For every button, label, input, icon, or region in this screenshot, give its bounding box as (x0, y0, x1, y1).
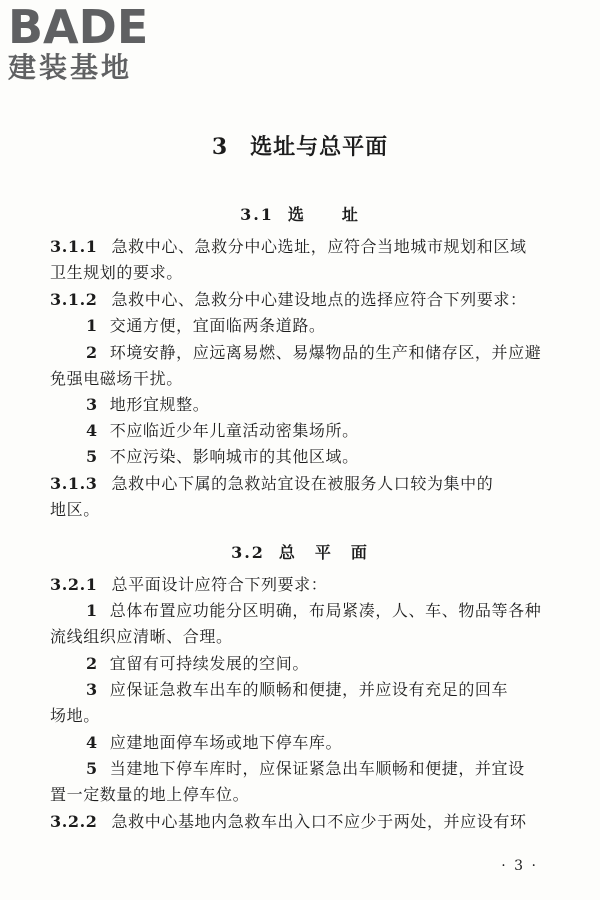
line-text: 免强电磁场干扰。 (50, 369, 183, 388)
item-number: 5 (86, 447, 98, 466)
page-number: · 3 · (501, 858, 538, 874)
bade-logo (8, 0, 178, 84)
line-text: 地形宜规整。 (109, 395, 210, 414)
line-text: 不应临近少年儿童活动密集场所。 (109, 421, 359, 440)
clause-number: 3.1.1 (50, 237, 98, 256)
item-number: 2 (86, 343, 98, 362)
section-title: 选 址 (287, 205, 360, 224)
text-line (50, 627, 233, 647)
clause-number: 3.2.1 (50, 575, 98, 594)
text-line (50, 812, 527, 832)
section-title: 总 平 面 (278, 543, 369, 562)
item-number: 4 (86, 733, 98, 752)
text-line (50, 474, 493, 494)
text-line (86, 733, 342, 753)
chapter-number: 3 (211, 134, 229, 160)
text-line (50, 290, 527, 310)
line-text: 宜留有可持续发展的空间。 (109, 654, 309, 673)
item-number: 3 (86, 680, 98, 699)
text-line (86, 601, 541, 621)
section-heading-3-1 (0, 202, 600, 225)
line-text: 地区。 (50, 500, 100, 519)
clause-number: 3.2.2 (50, 812, 98, 831)
line-text: 应保证急救车出车的顺畅和便捷，并应设有充足的回车 (109, 680, 509, 699)
item-number: 2 (86, 654, 98, 673)
line-text: 卫生规划的要求。 (50, 263, 183, 282)
logo-brand: BADE (8, 0, 149, 54)
line-text: 总体布置应功能分区明确，布局紧凑，人、车、物品等各种 (109, 601, 542, 620)
item-number: 4 (86, 421, 98, 440)
text-line (86, 447, 359, 467)
text-line (50, 500, 100, 520)
text-line (50, 785, 249, 805)
line-text: 当建地下停车库时，应保证紧急出车顺畅和便捷，并宜设 (109, 759, 525, 778)
section-number: 3.2 (231, 543, 265, 562)
logo-subtitle: 建装基地 (8, 51, 133, 84)
section-heading-3-2 (0, 540, 600, 563)
text-line (86, 680, 508, 700)
line-text: 急救中心下属的急救站宜设在被服务人口较为集中的 (111, 474, 494, 493)
text-line (86, 421, 359, 441)
clause-number: 3.1.2 (50, 290, 98, 309)
line-text: 置一定数量的地上停车位。 (50, 785, 250, 804)
line-text: 急救中心、急救分中心建设地点的选择应符合下列要求： (111, 290, 527, 309)
text-line (50, 706, 100, 726)
line-text: 交通方便，宜面临两条道路。 (109, 316, 326, 335)
text-line (50, 369, 183, 389)
chapter-heading (0, 130, 600, 161)
text-line (50, 263, 183, 283)
clause-number: 3.1.3 (50, 474, 98, 493)
text-line (50, 237, 527, 257)
line-text: 流线组织应清晰、合理。 (50, 627, 233, 646)
line-text: 急救中心、急救分中心选址，应符合当地城市规划和区域 (111, 237, 527, 256)
text-line (86, 759, 525, 779)
text-line (50, 575, 327, 595)
text-line (86, 395, 209, 415)
text-line (86, 316, 326, 336)
line-text: 环境安静，应远离易燃、易爆物品的生产和储存区，并应避 (109, 343, 542, 362)
line-text: 应建地面停车场或地下停车库。 (109, 733, 343, 752)
line-text: 急救中心基地内急救车出入口不应少于两处，并应设有环 (111, 812, 527, 831)
line-text: 不应污染、影响城市的其他区域。 (109, 447, 359, 466)
item-number: 5 (86, 759, 98, 778)
text-line (86, 654, 309, 674)
line-text: 总平面设计应符合下列要求： (111, 575, 328, 594)
text-line (86, 343, 541, 363)
item-number: 1 (86, 601, 98, 620)
item-number: 3 (86, 395, 98, 414)
item-number: 1 (86, 316, 98, 335)
section-number: 3.1 (240, 205, 274, 224)
chapter-title: 选址与总平面 (250, 134, 389, 160)
line-text: 场地。 (50, 706, 100, 725)
